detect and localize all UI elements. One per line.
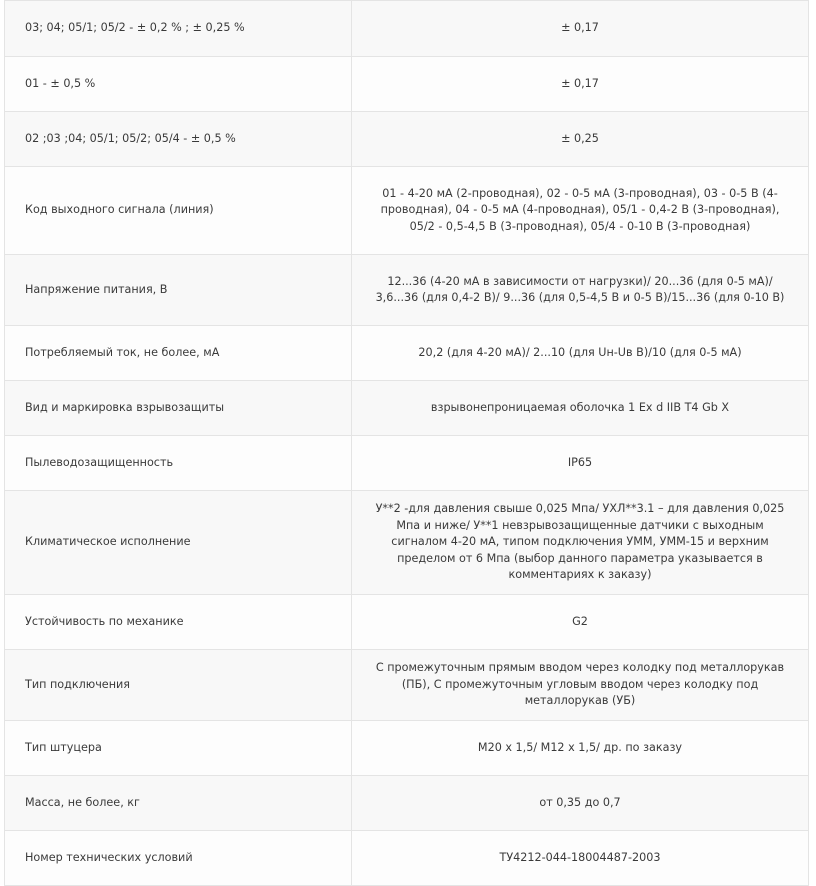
value-cell: С промежуточным прямым вводом через колодку под металлорукав (ПБ), С промежуточным угловым вводом через колодку под металлорукав (УБ) — [352, 650, 809, 721]
param-cell: Номер технических условий — [5, 831, 352, 886]
table-row — [5, 776, 809, 831]
table-row — [5, 436, 809, 491]
param-cell: 01 - ± 0,5 % — [5, 57, 352, 112]
param-cell: 02 ;03 ;04; 05/1; 05/2; 05/4 - ± 0,5 % — [5, 112, 352, 167]
table-row — [5, 491, 809, 595]
table-row — [5, 167, 809, 255]
value-cell: ± 0,17 — [352, 57, 809, 112]
table-row — [5, 595, 809, 650]
param-cell: Тип подключения — [5, 650, 352, 721]
param-cell: 03; 04; 05/1; 05/2 - ± 0,2 % ; ± 0,25 % — [5, 1, 352, 57]
table-row — [5, 255, 809, 326]
value-cell: G2 — [352, 595, 809, 650]
param-cell: Масса, не более, кг — [5, 776, 352, 831]
specifications-table — [4, 0, 809, 886]
value-cell: М20 х 1,5/ М12 х 1,5/ др. по заказу — [352, 721, 809, 776]
value-cell: ТУ4212-044-18004487-2003 — [352, 831, 809, 886]
table-row — [5, 831, 809, 886]
table-row — [5, 721, 809, 776]
value-cell: IP65 — [352, 436, 809, 491]
param-cell: Потребляемый ток, не более, мА — [5, 326, 352, 381]
param-cell: Код выходного сигнала (линия) — [5, 167, 352, 255]
value-cell: ± 0,25 — [352, 112, 809, 167]
value-cell: 01 - 4-20 мА (2-проводная), 02 - 0-5 мА (3-проводная), 03 - 0-5 В (4-проводная), 04 - 0-5 мА (4-проводная), 05/1 - 0,4-2 В (3-проводная), 05/2 - 0,5-4,5 В (3-проводная), 05/4 - 0-10 В (3-проводная) — [352, 167, 809, 255]
param-cell: Устойчивость по механике — [5, 595, 352, 650]
value-cell: ± 0,17 — [352, 1, 809, 57]
table-row — [5, 326, 809, 381]
param-cell: Напряжение питания, В — [5, 255, 352, 326]
table-row — [5, 381, 809, 436]
param-cell: Тип штуцера — [5, 721, 352, 776]
value-cell: от 0,35 до 0,7 — [352, 776, 809, 831]
value-cell: У**2 -для давления свыше 0,025 Мпа/ УХЛ**3.1 – для давления 0,025 Мпа и ниже/ У**1 невзрывозащищенные датчики с выходным сигналом 4-20 мА, типом подключения УММ, УММ-15 и верхним пределом от 6 Мпа (выбор данного параметра указывается в комментариях к заказу) — [352, 491, 809, 595]
table-row — [5, 1, 809, 57]
table-row — [5, 57, 809, 112]
param-cell: Вид и маркировка взрывозащиты — [5, 381, 352, 436]
value-cell: взрывонепроницаемая оболочка 1 Ex d IIB T4 Gb X — [352, 381, 809, 436]
table-row — [5, 650, 809, 721]
param-cell: Климатическое исполнение — [5, 491, 352, 595]
param-cell: Пылеводозащищенность — [5, 436, 352, 491]
table-row — [5, 112, 809, 167]
value-cell: 20,2 (для 4-20 мА)/ 2...10 (для Uн-Uв В)/10 (для 0-5 мА) — [352, 326, 809, 381]
value-cell: 12...36 (4-20 мА в зависимости от нагрузки)/ 20...36 (для 0-5 мА)/ 3,6...36 (для 0,4-2 В)/ 9...36 (для 0,5-4,5 В и 0-5 В)/15...36 (для 0-10 В) — [352, 255, 809, 326]
